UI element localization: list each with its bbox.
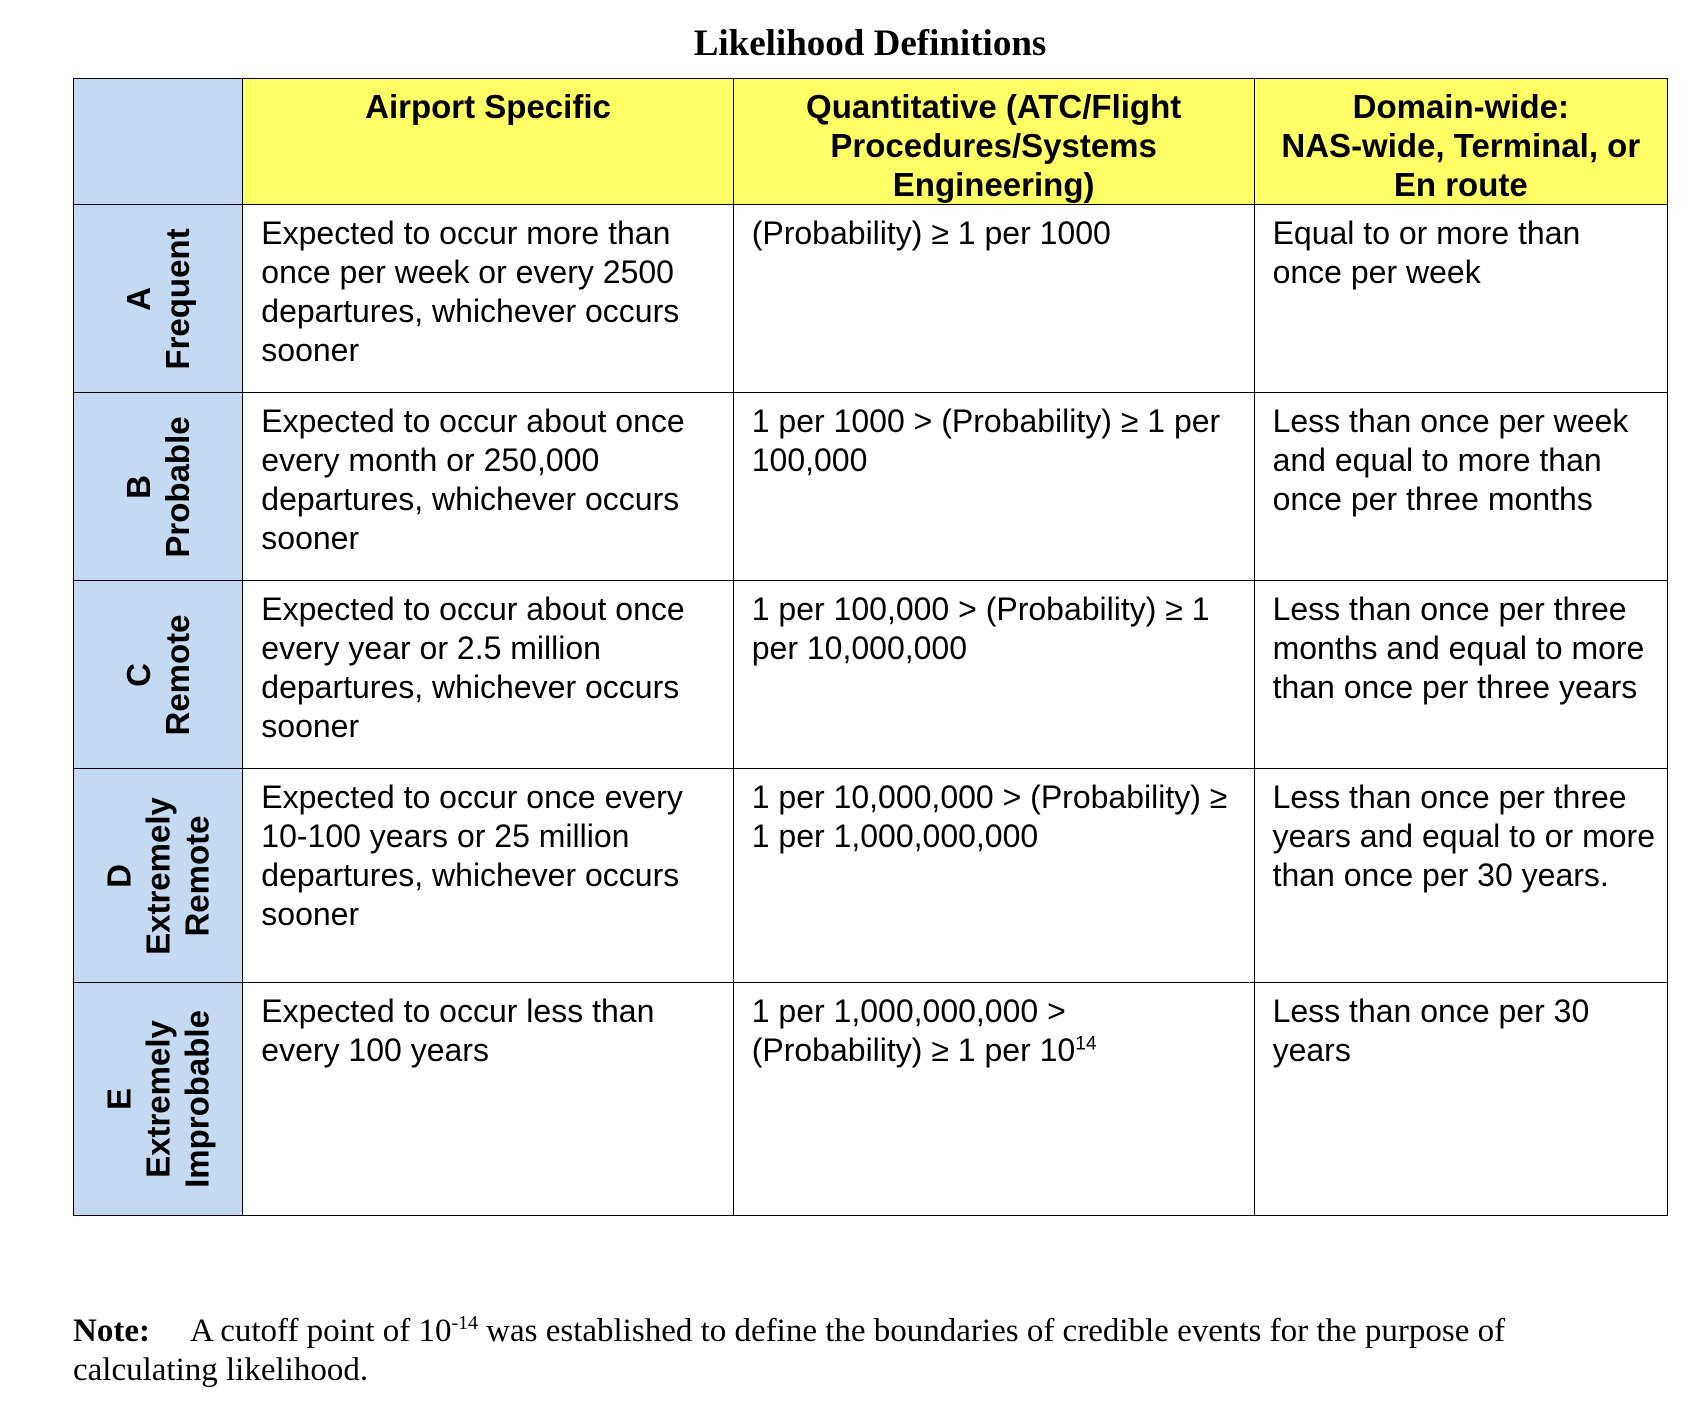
- table-row-extremely-improbable: [74, 983, 1668, 1216]
- row-letter: B: [120, 474, 158, 499]
- cell-quantitative: (Probability) ≥ 1 per 1000: [733, 205, 1254, 393]
- cell-quantitative-text: 1 per 1,000,000,000 > (Probability) ≥ 1 per 10: [751, 993, 1076, 1068]
- footnote: [73, 1312, 1653, 1390]
- cell-airport-specific: Expected to occur less than every 100 years: [243, 983, 733, 1216]
- exponent: 14: [1075, 1033, 1097, 1055]
- note-text-continued: was established to define the boundaries of credible events for the purpose of calculating likelihood.: [73, 1313, 1506, 1388]
- cell-airport-specific: Expected to occur about once every year or 2.5 million departures, whichever occurs sooner: [243, 581, 733, 769]
- cell-domain-wide: Less than once per 30 years: [1254, 983, 1667, 1216]
- column-header-quantitative: Quantitative (ATC/Flight Procedures/Systems Engineering): [733, 79, 1254, 205]
- table-row-frequent: [74, 205, 1668, 393]
- column-header-domain-wide: Domain-wide: NAS-wide, Terminal, or En route: [1254, 79, 1667, 205]
- row-letter: E: [100, 1087, 138, 1111]
- corner-cell: [74, 79, 243, 205]
- row-name-line-2: Remote: [178, 814, 216, 937]
- row-header-probable: [74, 393, 243, 581]
- row-header-frequent: [74, 205, 243, 393]
- cell-airport-specific: Expected to occur about once every month or 250,000 departures, whichever occurs sooner: [243, 393, 733, 581]
- note-text: A cutoff point of 10: [189, 1313, 452, 1349]
- table-row-probable: [74, 393, 1668, 581]
- row-letter: C: [120, 662, 158, 687]
- row-name: Frequent: [159, 227, 197, 370]
- header-row: [74, 79, 1668, 205]
- cell-quantitative: 1 per 10,000,000 > (Probability) ≥ 1 per 1,000,000,000: [733, 769, 1254, 983]
- column-header-airport-specific: Airport Specific: [243, 79, 733, 205]
- page-title: Likelihood Definitions: [693, 23, 1047, 64]
- cell-quantitative: 1 per 100,000 > (Probability) ≥ 1 per 10,000,000: [733, 581, 1254, 769]
- row-name: Probable: [159, 415, 197, 558]
- row-letter: A: [120, 286, 158, 311]
- row-header-remote: [74, 581, 243, 769]
- row-letter: D: [100, 863, 138, 888]
- cell-airport-specific: Expected to occur more than once per week or every 2500 departures, whichever occurs sooner: [243, 205, 733, 393]
- table-row-extremely-remote: [74, 769, 1668, 983]
- row-header-extremely-remote: [74, 769, 243, 983]
- cell-domain-wide: Less than once per three years and equal to or more than once per 30 years.: [1254, 769, 1667, 983]
- row-name-line-1: Extremely: [139, 796, 177, 955]
- row-name: Remote: [159, 613, 197, 736]
- cell-quantitative: 1 per 1000 > (Probability) ≥ 1 per 100,000: [733, 393, 1254, 581]
- cell-domain-wide: Equal to or more than once per week: [1254, 205, 1667, 393]
- cell-airport-specific: Expected to occur once every 10-100 years or 25 million departures, whichever occurs sooner: [243, 769, 733, 983]
- table-row-remote: [74, 581, 1668, 769]
- cell-domain-wide: Less than once per three months and equal to more than once per three years: [1254, 581, 1667, 769]
- likelihood-table: [73, 78, 1668, 1216]
- row-header-extremely-improbable: [74, 983, 243, 1216]
- row-name-line-1: Extremely: [139, 1020, 177, 1178]
- note-exponent: -14: [451, 1312, 478, 1334]
- cell-domain-wide: Less than once per week and equal to more than once per three months: [1254, 393, 1667, 581]
- row-name-line-2: Improbable: [178, 1010, 216, 1188]
- cell-quantitative: [733, 983, 1254, 1216]
- note-label: Note:: [73, 1313, 150, 1349]
